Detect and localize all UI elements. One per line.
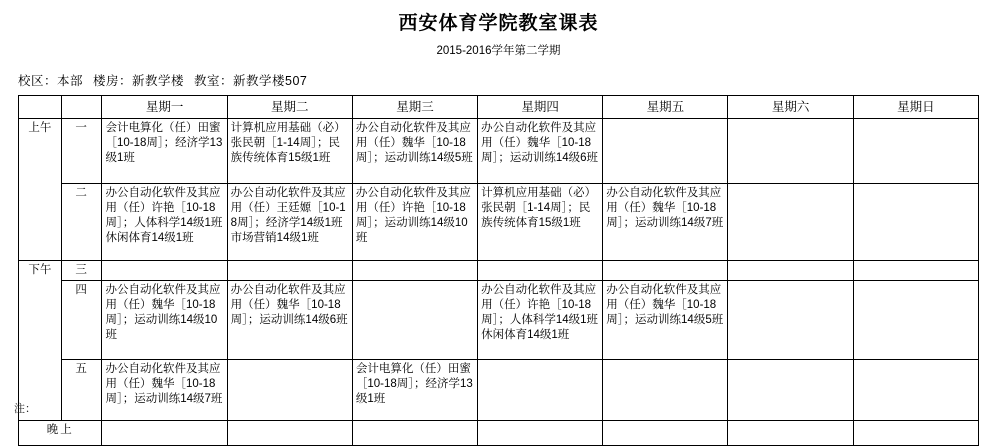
cell-sun-evening[interactable] bbox=[853, 421, 978, 446]
table-row bbox=[19, 261, 979, 281]
course-text: 办公自动化软件及其应用（任）魏华［10-18周］；运动训练14级7班 bbox=[606, 187, 724, 229]
cell-sun-p5[interactable] bbox=[853, 360, 978, 421]
course-text: 办公自动化软件及其应用（任）许艳［10-18周］；人体科学14级1班 休闲体育14级1班 bbox=[481, 284, 599, 341]
cell-tue-p3[interactable] bbox=[227, 261, 352, 281]
cell-fri-p3[interactable] bbox=[603, 261, 728, 281]
period-1: 一 bbox=[61, 119, 102, 184]
cell-sun-p4[interactable] bbox=[853, 281, 978, 360]
course-text: 计算机应用基础（必）张民朝［1-14周］；民族传统体育15级1班 bbox=[481, 187, 597, 229]
period-3: 三 bbox=[61, 261, 102, 281]
header-ampm bbox=[19, 96, 62, 119]
cell-tue-p2[interactable] bbox=[227, 184, 352, 261]
cell-mon-p2[interactable] bbox=[102, 184, 227, 261]
building-label: 楼房：新教学楼 bbox=[93, 74, 185, 88]
cell-tue-evening[interactable] bbox=[227, 421, 352, 446]
cell-fri-p1[interactable] bbox=[603, 119, 728, 184]
cell-thu-p2[interactable] bbox=[478, 184, 603, 261]
header-period bbox=[61, 96, 102, 119]
cell-tue-p5[interactable] bbox=[227, 360, 352, 421]
header-day-wednesday: 星期三 bbox=[352, 96, 477, 119]
cell-fri-evening[interactable] bbox=[603, 421, 728, 446]
cell-sat-p2[interactable] bbox=[728, 184, 853, 261]
cell-mon-p5[interactable] bbox=[102, 360, 227, 421]
cell-thu-p4[interactable] bbox=[478, 281, 603, 360]
cell-tue-p1[interactable] bbox=[227, 119, 352, 184]
page-title: 西安体育学院教室课表 bbox=[398, 13, 599, 34]
course-text: 计算机应用基础（必）张民朝［1-14周］；民族传统体育15级1班 bbox=[230, 122, 346, 164]
header-day-tuesday: 星期二 bbox=[227, 96, 352, 119]
campus-label: 校区：本部 bbox=[18, 74, 84, 88]
period-2: 二 bbox=[61, 184, 102, 261]
room-label: 教室：新教学楼507 bbox=[194, 74, 308, 88]
cell-thu-p5[interactable] bbox=[478, 360, 603, 421]
cell-mon-p1[interactable] bbox=[102, 119, 227, 184]
cell-wed-p3[interactable] bbox=[352, 261, 477, 281]
course-text: 会计电算化（任）田蜜［10-18周］；经济学13级1班 bbox=[105, 122, 223, 164]
course-text: 办公自动化软件及其应用（任）魏华［10-18周］；运动训练14级10班 bbox=[105, 284, 221, 341]
schedule-table bbox=[18, 95, 979, 446]
cell-tue-p4[interactable] bbox=[227, 281, 352, 360]
ampm-evening: 晚上 bbox=[19, 421, 102, 446]
course-text: 办公自动化软件及其应用（任）魏华［10-18周］；运动训练14级6班 bbox=[481, 122, 599, 164]
table-row bbox=[19, 421, 979, 446]
cell-fri-p4[interactable] bbox=[603, 281, 728, 360]
table-row bbox=[19, 360, 979, 421]
cell-sun-p2[interactable] bbox=[853, 184, 978, 261]
ampm-afternoon: 下午 bbox=[19, 261, 62, 421]
page-subtitle: 2015-2016学年第二学期 bbox=[436, 45, 561, 57]
table-row bbox=[19, 281, 979, 360]
cell-sat-p5[interactable] bbox=[728, 360, 853, 421]
course-text: 办公自动化软件及其应用（任）许艳［10-18周］；运动训练14级10班 bbox=[355, 187, 471, 244]
cell-thu-p3[interactable] bbox=[478, 261, 603, 281]
cell-mon-evening[interactable] bbox=[102, 421, 227, 446]
table-row bbox=[19, 184, 979, 261]
header-day-thursday: 星期四 bbox=[478, 96, 603, 119]
header-day-friday: 星期五 bbox=[603, 96, 728, 119]
cell-sat-p4[interactable] bbox=[728, 281, 853, 360]
footnote: 注： bbox=[14, 403, 36, 415]
cell-wed-p5[interactable] bbox=[352, 360, 477, 421]
cell-sat-evening[interactable] bbox=[728, 421, 853, 446]
header-day-sunday: 星期日 bbox=[853, 96, 978, 119]
cell-wed-p1[interactable] bbox=[352, 119, 477, 184]
table-header-row bbox=[19, 96, 979, 119]
course-text: 办公自动化软件及其应用（任）魏华［10-18周］；运动训练14级6班 bbox=[230, 284, 348, 326]
cell-mon-p3[interactable] bbox=[102, 261, 227, 281]
ampm-morning: 上午 bbox=[19, 119, 62, 261]
cell-sun-p3[interactable] bbox=[853, 261, 978, 281]
cell-wed-evening[interactable] bbox=[352, 421, 477, 446]
cell-wed-p2[interactable] bbox=[352, 184, 477, 261]
cell-sat-p1[interactable] bbox=[728, 119, 853, 184]
course-text: 办公自动化软件及其应用（任）许艳［10-18周］；人体科学14级1班 休闲体育14级1班 bbox=[105, 187, 223, 244]
cell-sat-p3[interactable] bbox=[728, 261, 853, 281]
cell-mon-p4[interactable] bbox=[102, 281, 227, 360]
cell-fri-p5[interactable] bbox=[603, 360, 728, 421]
cell-sun-p1[interactable] bbox=[853, 119, 978, 184]
period-4: 四 bbox=[61, 281, 102, 360]
course-text: 办公自动化软件及其应用（任）魏华［10-18周］；运动训练14级5班 bbox=[355, 122, 473, 164]
course-text: 办公自动化软件及其应用（任）王廷嫄［10-18周］；经济学14级1班 市场营销14级1班 bbox=[230, 187, 346, 244]
table-row bbox=[19, 119, 979, 184]
course-text: 办公自动化软件及其应用（任）魏华［10-18周］；运动训练14级5班 bbox=[606, 284, 724, 326]
cell-wed-p4[interactable] bbox=[352, 281, 477, 360]
header-day-saturday: 星期六 bbox=[728, 96, 853, 119]
cell-thu-evening[interactable] bbox=[478, 421, 603, 446]
cell-fri-p2[interactable] bbox=[603, 184, 728, 261]
period-5: 五 bbox=[61, 360, 102, 421]
course-text: 办公自动化软件及其应用（任）魏华［10-18周］；运动训练14级7班 bbox=[105, 363, 223, 405]
cell-thu-p1[interactable] bbox=[478, 119, 603, 184]
course-text: 会计电算化（任）田蜜［10-18周］；经济学13级1班 bbox=[355, 363, 473, 405]
meta-info bbox=[18, 71, 997, 89]
header-day-monday: 星期一 bbox=[102, 96, 227, 119]
schedule-page bbox=[0, 8, 997, 436]
